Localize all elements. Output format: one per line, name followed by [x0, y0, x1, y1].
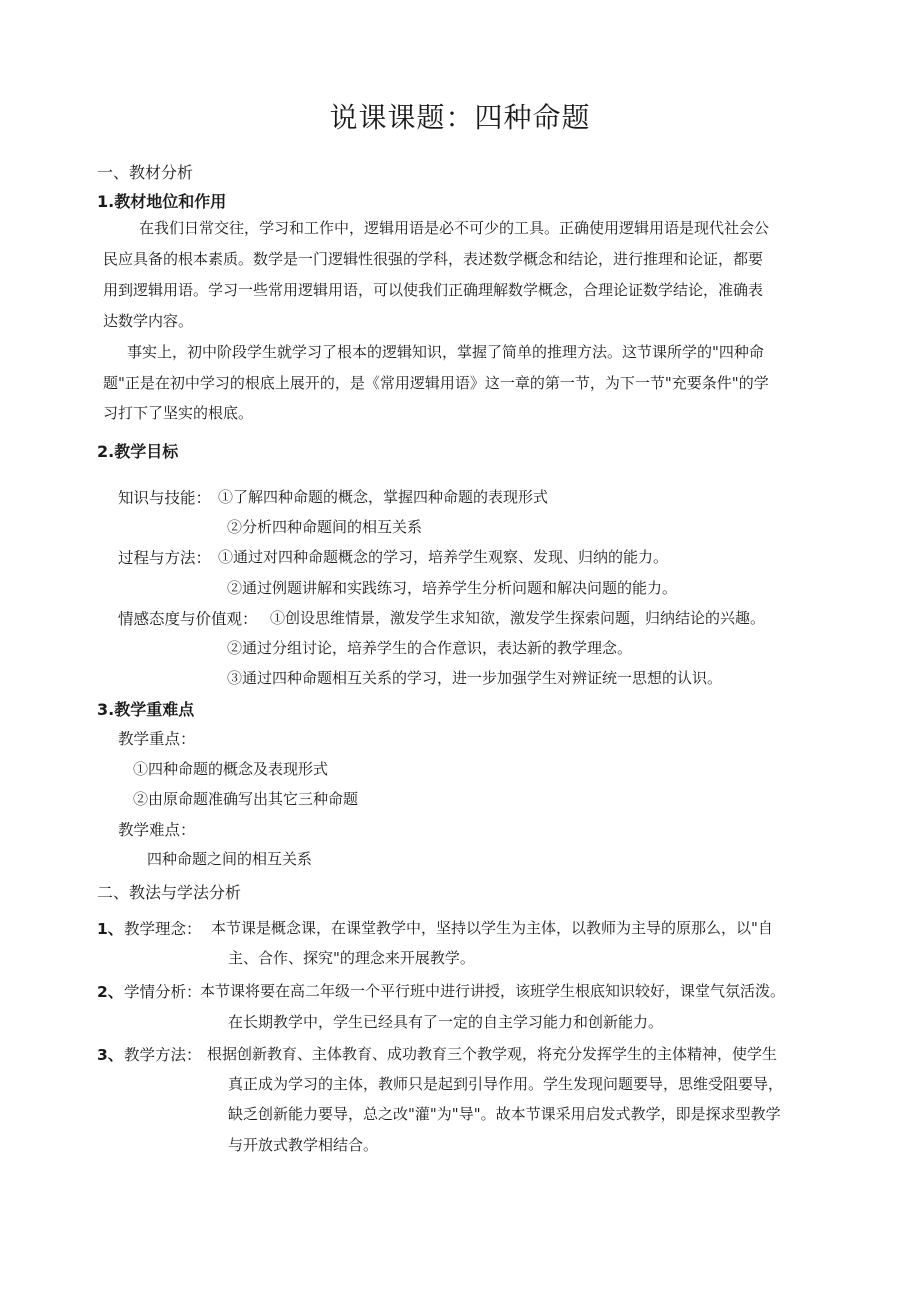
method-item-label: 学情分析： — [124, 983, 202, 1001]
key-point-item: ②由原命题准确写出其它三种命题 — [133, 790, 359, 808]
difficult-points-label: 教学难点： — [118, 821, 196, 839]
method-item-number: 1、 — [97, 920, 124, 938]
objective-label-emotion: 情感态度与价值观： — [118, 610, 258, 628]
objective-item: ②分析四种命题间的相互关系 — [227, 518, 423, 536]
objective-item: ①通过对四种命题概念的学习，培养学生观察、发现、归纳的能力。 — [218, 548, 669, 566]
key-point-item: ①四种命题的概念及表现形式 — [133, 760, 329, 778]
section-heading-1: 一、教材分析 — [97, 163, 194, 182]
objective-label-process: 过程与方法： — [118, 549, 212, 567]
method-item-label: 教学理念： — [124, 920, 202, 938]
objective-item: ③通过四种命题相互关系的学习，进一步加强学生对辨证统一思想的认识。 — [227, 669, 723, 687]
objective-item: ②通过分组讨论，培养学生的合作意识，表达新的教学理念。 — [227, 639, 633, 657]
paragraph-line: 民应具备的根本素质。数学是一门逻辑性很强的学科，表述数学概念和结论，进行推理和论证，都要 — [103, 250, 764, 268]
difficult-point-item: 四种命题之间的相互关系 — [147, 850, 313, 868]
subsection-heading-1-3: 3.教学重难点 — [97, 700, 195, 719]
subsection-heading-1-1: 1.教材地位和作用 — [97, 192, 227, 211]
method-item-line: 主、合作、探究"的理念来开展教学。 — [228, 949, 475, 967]
paragraph-line: 事实上，初中阶段学生就学习了根本的逻辑知识，掌握了简单的推理方法。这节课所学的"四种命 — [127, 343, 764, 361]
method-item-line: 本节课将要在高二年级一个平行班中进行讲授，该班学生根底知识较好，课堂气氛活泼。 — [200, 982, 786, 1000]
method-item-number: 2、 — [97, 983, 124, 1001]
paragraph-line: 题"正是在初中学习的根底上展开的，是《常用逻辑用语》这一章的第一节，为下一节"充要条件"的学 — [103, 374, 769, 392]
section-heading-2: 二、教法与学法分析 — [97, 883, 242, 902]
method-item-line: 真正成为学习的主体，教师只是起到引导作用。学生发现问题要导，思维受阻要导， — [228, 1075, 784, 1093]
method-item-label: 教学方法： — [124, 1046, 202, 1064]
paragraph-line: 在我们日常交往，学习和工作中，逻辑用语是必不可少的工具。正确使用逻辑用语是现代社会公 — [139, 219, 770, 237]
objective-item: ②通过例题讲解和实践练习，培养学生分析问题和解决问题的能力。 — [227, 579, 678, 597]
objective-item: ①了解四种命题的概念，掌握四种命题的表现形式 — [218, 488, 549, 506]
paragraph-line: 习打下了坚实的根底。 — [103, 404, 254, 422]
method-item-number: 3、 — [97, 1046, 124, 1064]
objective-item: ①创设思维情景，激发学生求知欲，激发学生探索问题，归纳结论的兴趣。 — [270, 609, 766, 627]
method-item-line: 本节课是概念课，在课堂教学中，坚持以学生为主体，以教师为主导的原那么，以"自 — [211, 919, 773, 937]
method-item-line: 在长期教学中，学生已经具有了一定的自主学习能力和创新能力。 — [228, 1013, 664, 1031]
method-item-line: 根据创新教育、主体教育、成功教育三个教学观，将充分发挥学生的主体精神，使学生 — [207, 1045, 778, 1063]
key-points-label: 教学重点： — [118, 730, 196, 748]
page-title: 说课课题：四种命题 — [329, 101, 591, 134]
paragraph-line: 用到逻辑用语。学习一些常用逻辑用语，可以使我们正确理解数学概念，合理论证数学结论，准确表 — [103, 281, 764, 299]
method-item-line: 与开放式教学相结合。 — [228, 1136, 379, 1154]
objective-label-knowledge: 知识与技能： — [118, 489, 212, 507]
paragraph-line: 达数学内容。 — [103, 312, 194, 330]
subsection-heading-1-2: 2.教学目标 — [97, 442, 179, 461]
method-item-line: 缺乏创新能力要导，总之改"灌"为"导"。故本节课采用启发式教学，即是探求型教学 — [228, 1105, 781, 1123]
